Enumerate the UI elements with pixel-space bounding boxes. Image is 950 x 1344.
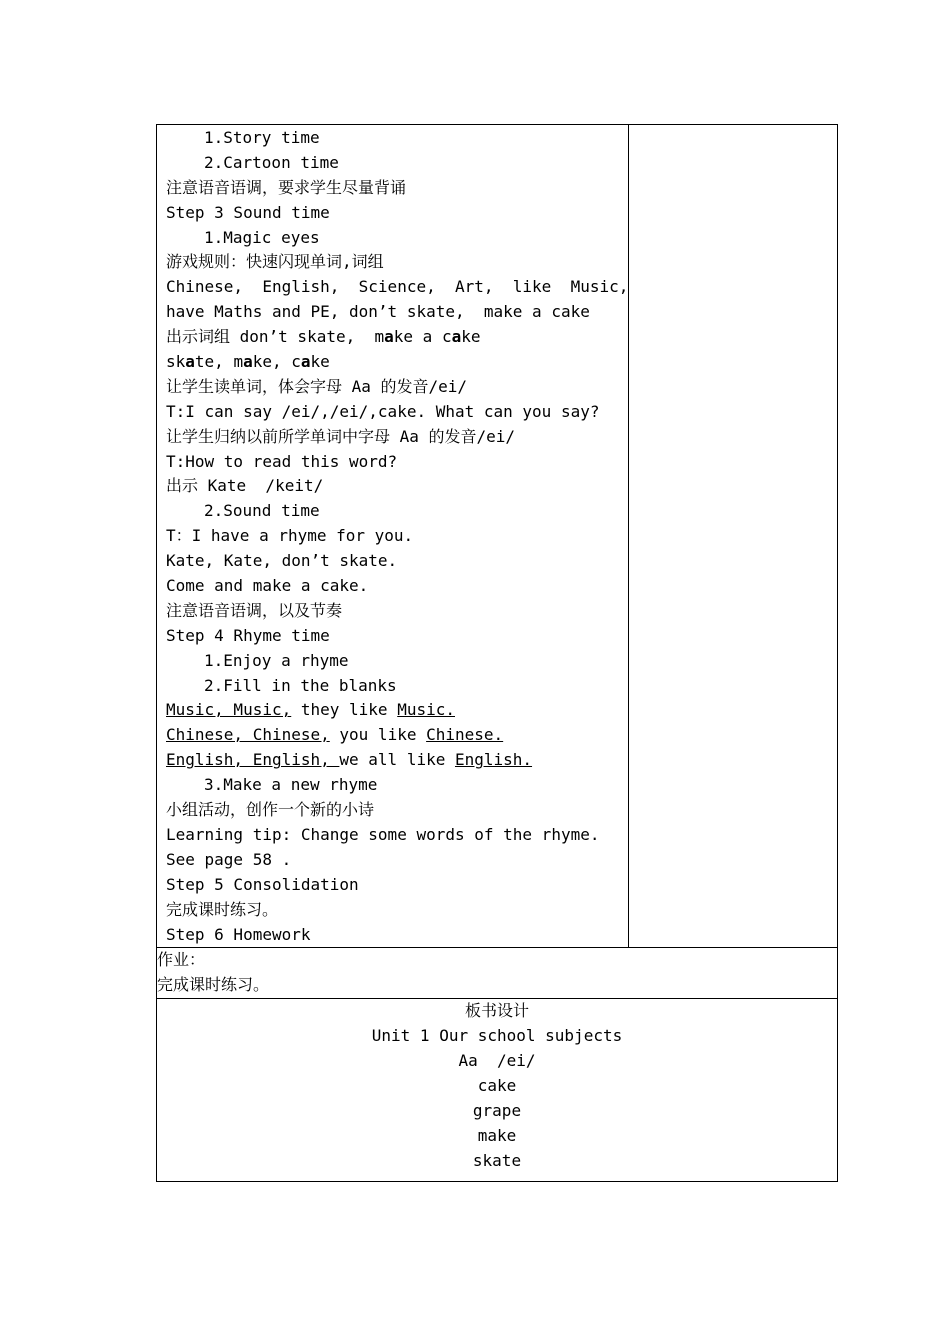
bold-letter-a: a xyxy=(300,352,311,372)
see-page: See page 58 . xyxy=(166,849,292,869)
group-activity: 小组活动，创作一个新的小诗 xyxy=(166,800,375,820)
make-rhyme: 3.Make a new rhyme xyxy=(204,775,378,795)
show-phrases xyxy=(166,325,628,350)
note-recite: 注意语音语调，要求学生尽量背诵 xyxy=(166,177,407,197)
fill-line-3 xyxy=(166,748,628,773)
enjoy-rhyme: 1.Enjoy a rhyme xyxy=(204,650,349,670)
game-rule: 游戏规则：快速闪现单词,词组 xyxy=(166,252,384,272)
word-part: te, m xyxy=(194,352,244,372)
board-word: grape xyxy=(472,1100,522,1120)
exercise: 完成课时练习。 xyxy=(166,899,279,919)
step6-heading: Step 6 Homework xyxy=(166,924,311,944)
fill-line-2 xyxy=(166,723,628,748)
note-rhythm: 注意语音语调，以及节奏 xyxy=(166,600,343,620)
procedure-row xyxy=(157,125,838,948)
blank-answer: Chinese, Chinese, xyxy=(166,725,330,745)
board-unit: Unit 1 Our school subjects xyxy=(371,1026,623,1046)
teacher-say: T:I can say /ei/,/ei/,cake. What can you say? xyxy=(166,401,600,421)
board-title: 板书设计 xyxy=(464,1001,529,1021)
word-part: ke, c xyxy=(252,352,301,372)
homework-label: 作业： xyxy=(157,950,206,970)
blank-answer: Chinese. xyxy=(426,725,504,745)
sound-time: 2.Sound time xyxy=(204,501,320,521)
notes-cell xyxy=(629,125,838,948)
lesson-table xyxy=(156,124,838,1182)
blank-answer: Music, Music, xyxy=(166,700,292,720)
board-row xyxy=(157,999,838,1182)
rhyme-intro: T：I have a rhyme for you. xyxy=(166,526,414,546)
step4-heading: Step 4 Rhyme time xyxy=(166,625,330,645)
homework-content: 完成课时练习。 xyxy=(157,975,270,995)
show-phrases-suffix: ke xyxy=(461,327,481,347)
words-line-2: have Maths and PE, don’t skate, make a cake xyxy=(166,302,590,322)
how-read: T:How to read this word? xyxy=(166,451,398,471)
bold-letter-a: a xyxy=(451,327,462,347)
board-word: skate xyxy=(472,1150,522,1170)
bold-letter-a: a xyxy=(243,352,253,372)
step5-heading: Step 5 Consolidation xyxy=(166,874,359,894)
story-time: 1.Story time xyxy=(204,128,320,147)
summarize: 让学生归纳以前所学单词中字母 Aa 的发音/ei/ xyxy=(166,426,516,446)
word-part: sk xyxy=(166,352,186,372)
show-phrases-prefix: 出示词组 don’t skate, m xyxy=(166,327,385,347)
words-line-1: Chinese, English, Science, Art, like Music, xyxy=(166,277,629,297)
board-cell xyxy=(157,999,838,1182)
rhyme-line-2: Come and make a cake. xyxy=(166,576,369,596)
bold-letter-a: a xyxy=(185,352,195,372)
board-sound: Aa /ei/ xyxy=(458,1050,536,1070)
homework-cell xyxy=(157,948,838,999)
procedure-cell xyxy=(157,125,629,948)
show-kate: 出示 Kate /keit/ xyxy=(166,476,324,496)
homework-row xyxy=(157,948,838,999)
board-word: cake xyxy=(477,1075,517,1095)
fill-line-1 xyxy=(166,698,628,723)
read-words: 让学生读单词，体会字母 Aa 的发音/ei/ xyxy=(166,376,468,396)
magic-eyes: 1.Magic eyes xyxy=(204,227,320,247)
fill-text: they like xyxy=(291,700,398,720)
blank-answer: Music. xyxy=(397,700,455,720)
cartoon-time: 2.Cartoon time xyxy=(204,152,339,172)
learning-tip: Learning tip: Change some words of the rhyme. xyxy=(166,824,600,844)
fill-text: you like xyxy=(329,725,427,745)
rhyme-line-1: Kate, Kate, don’t skate. xyxy=(166,551,398,571)
bold-letter-a: a xyxy=(384,327,394,347)
words-split xyxy=(166,350,628,375)
board-word: make xyxy=(477,1125,517,1145)
fill-text: we all like xyxy=(339,750,455,770)
step3-heading: Step 3 Sound time xyxy=(166,202,330,222)
show-phrases-mid: ke a c xyxy=(393,327,452,347)
blank-answer: English. xyxy=(454,750,533,770)
blank-answer: English, English, xyxy=(166,750,340,770)
fill-blanks: 2.Fill in the blanks xyxy=(204,675,397,695)
word-part: ke xyxy=(310,352,330,372)
